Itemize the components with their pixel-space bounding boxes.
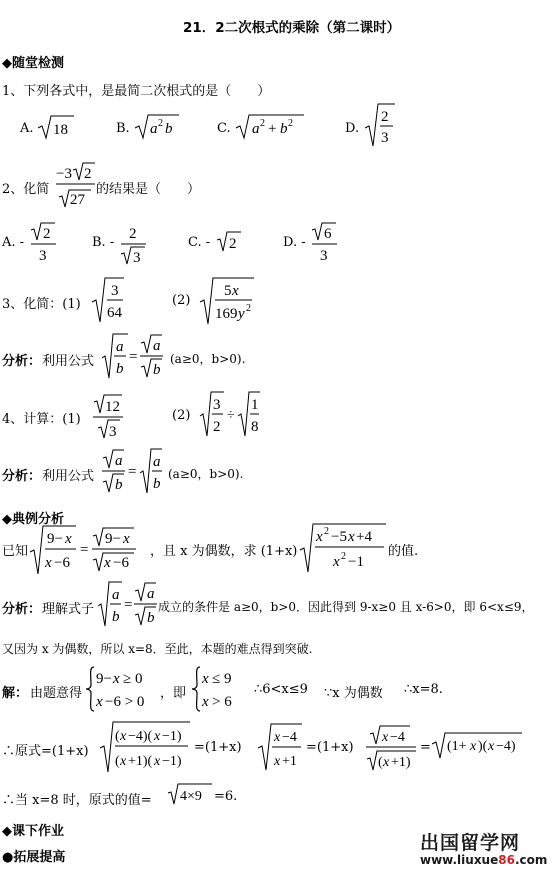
svg-text:b: b <box>116 361 124 377</box>
q4-part1-expr <box>92 392 124 442</box>
svg-text:÷: ÷ <box>227 408 235 423</box>
svg-text:a: a <box>153 338 161 354</box>
svg-text:3: 3 <box>133 250 141 266</box>
svg-text:x: x <box>488 739 495 754</box>
solution-result-3: ∴x=8. <box>404 682 443 697</box>
svg-text:b: b <box>153 476 161 492</box>
question-1-stem: 1、下列各式中，是最简二次根式的是（ ） <box>2 84 271 99</box>
svg-text:x: x <box>383 755 390 770</box>
svg-text:x: x <box>316 529 323 545</box>
svg-text:3: 3 <box>320 248 328 264</box>
q4-part2-expr <box>198 390 260 440</box>
example-analysis-label: 分析： <box>2 602 42 617</box>
svg-text:=: = <box>128 464 137 480</box>
solution-result-1: ∴6<x≤9 <box>254 682 308 697</box>
svg-text:+: + <box>268 121 277 137</box>
q1-option-c-label: C. <box>217 121 231 136</box>
analysis-1-text: 利用公式 <box>42 354 95 369</box>
section-heading-practice: ◆随堂检测 <box>2 56 64 71</box>
analysis-1-condition: (a≥0，b>0). <box>170 352 246 366</box>
section-heading-examples: ◆典例分析 <box>2 512 64 527</box>
solution-label: 解： <box>2 686 29 701</box>
orig-expr-4 <box>430 730 524 760</box>
svg-text:x: x <box>113 671 120 687</box>
orig-expr-1 <box>98 720 190 774</box>
svg-text:a: a <box>153 454 161 470</box>
svg-text:x: x <box>120 729 127 744</box>
example-analysis-formula <box>96 580 158 630</box>
q3-part2-expr <box>198 276 256 326</box>
svg-text:a: a <box>112 587 120 603</box>
question-4-part2-label: (2) <box>172 408 191 423</box>
example-suffix: 的值. <box>388 544 419 559</box>
svg-text:2: 2 <box>324 526 329 537</box>
q2-option-d-expr <box>311 220 339 266</box>
solution-result-2: ∵x 为偶数 <box>324 686 383 701</box>
svg-text:2: 2 <box>129 226 137 242</box>
svg-text:=: = <box>80 542 89 558</box>
q2-option-a-label: A. - <box>2 235 25 250</box>
svg-text:)(: )( <box>478 739 488 754</box>
svg-text:−3: −3 <box>56 166 72 182</box>
solution-prefix: 由题意得 <box>30 686 83 701</box>
svg-text:x: x <box>274 754 281 769</box>
svg-text:a: a <box>115 453 123 469</box>
q2-option-a-expr <box>30 220 58 266</box>
q2-option-d-label: D. - <box>283 235 306 250</box>
example-middle: ，且 x 为偶数，求 (1+x) <box>150 544 298 559</box>
svg-text:x: x <box>120 754 127 769</box>
section-heading-extension: ●拓展提高 <box>2 850 66 865</box>
svg-text:a: a <box>116 339 124 355</box>
svg-text:y: y <box>238 306 245 322</box>
svg-text:x: x <box>274 730 281 745</box>
question-2-stem-suffix: 的结果是（ ） <box>96 182 201 197</box>
svg-text:5: 5 <box>224 283 232 299</box>
analysis-2-label: 分析： <box>2 469 42 484</box>
svg-text:x: x <box>45 555 52 571</box>
watermark-url-suffix: .com <box>514 853 548 867</box>
svg-text:x: x <box>202 671 209 687</box>
svg-text:b: b <box>165 121 173 137</box>
example-prefix: 已知 <box>2 544 29 559</box>
final-text-1: ∴当 x=8 时，原式的值= <box>2 793 152 808</box>
svg-text:3: 3 <box>39 248 47 264</box>
svg-text:6: 6 <box>324 226 332 242</box>
svg-text:b: b <box>147 610 155 626</box>
watermark-url <box>420 853 547 867</box>
svg-text:9−: 9− <box>47 531 63 547</box>
svg-text:2: 2 <box>84 166 92 182</box>
svg-text:+1)(: +1)( <box>128 754 153 769</box>
watermark-logo-text: 出国留学网 <box>420 832 521 854</box>
svg-text:−5: −5 <box>331 529 347 545</box>
svg-text:3: 3 <box>381 130 389 146</box>
q2-option-b-expr <box>120 220 148 266</box>
svg-text:−6: −6 <box>54 555 70 571</box>
svg-text:x: x <box>202 694 209 710</box>
svg-text:(: ( <box>115 754 120 769</box>
svg-text:b: b <box>112 609 120 625</box>
svg-text:=: = <box>129 349 138 365</box>
final-expr <box>166 781 214 807</box>
svg-text:x: x <box>232 283 239 299</box>
svg-text:x: x <box>123 531 130 547</box>
watermark-url-prefix: www.liuxue <box>420 853 499 867</box>
svg-text:−6 > 0: −6 > 0 <box>105 694 145 710</box>
analysis-1-formula <box>100 332 166 382</box>
svg-text:=: = <box>124 597 133 613</box>
question-3-part2-label: (2) <box>172 293 191 308</box>
final-text-2: =6. <box>214 789 238 804</box>
orig-expr-2 <box>256 722 304 772</box>
svg-text:2: 2 <box>288 118 293 129</box>
svg-text:8: 8 <box>251 419 259 435</box>
svg-text:169: 169 <box>215 306 238 322</box>
svg-text:9−: 9− <box>96 671 112 687</box>
svg-text:+1): +1) <box>391 755 411 770</box>
svg-text:+4: +4 <box>356 529 372 545</box>
svg-text:27: 27 <box>70 192 85 208</box>
q2-main-fraction <box>55 160 95 210</box>
analysis-2-formula <box>100 446 162 496</box>
solution-mid: ，即 <box>160 686 187 701</box>
svg-text:x: x <box>104 555 111 571</box>
analysis-2-text: 利用公式 <box>42 469 95 484</box>
example-analysis-line1-suffix: 成立的条件是 a≥0，b>0．因此得到 9-x≥0 且 x-6>0，即 6<x≤9， <box>158 600 534 614</box>
svg-text:+1: +1 <box>282 754 297 769</box>
svg-text:9−: 9− <box>105 531 121 547</box>
svg-text:2: 2 <box>246 303 251 314</box>
svg-text:2: 2 <box>229 236 237 252</box>
svg-text:2: 2 <box>43 226 51 242</box>
orig-eq-1: =(1+x) <box>194 740 242 755</box>
analysis-2-condition: (a≥0，b>0). <box>168 467 244 481</box>
svg-text:2: 2 <box>213 419 221 435</box>
section-heading-homework: ◆课下作业 <box>2 824 64 839</box>
orig-expr-3 <box>364 722 418 774</box>
svg-text:(: ( <box>115 729 120 744</box>
svg-text:−4: −4 <box>282 730 297 745</box>
svg-text:4×9: 4×9 <box>180 789 202 804</box>
orig-eq-2: =(1+x) <box>306 740 354 755</box>
q1-option-a-expr <box>36 112 76 142</box>
solution-system-2 <box>192 665 236 713</box>
svg-text:≤ 9: ≤ 9 <box>212 671 232 687</box>
svg-text:x: x <box>65 531 72 547</box>
svg-text:−4)(: −4)( <box>128 729 153 744</box>
q1-option-b-label: B. <box>116 121 130 136</box>
svg-text:64: 64 <box>107 305 122 321</box>
svg-text:x: x <box>470 739 477 754</box>
q3-part1-expr <box>90 276 124 324</box>
svg-text:2: 2 <box>381 109 389 125</box>
svg-text:3: 3 <box>109 424 117 440</box>
svg-text:2: 2 <box>260 118 265 129</box>
orig-prefix: ∴原式=(1+x) <box>2 744 89 759</box>
analysis-1-label: 分析： <box>2 354 42 369</box>
svg-text:x: x <box>382 730 389 745</box>
solution-system-1 <box>86 665 158 713</box>
q1-option-d-label: D. <box>345 121 360 136</box>
question-3-stem: 3、化简：(1) <box>2 297 81 312</box>
q1-option-d-expr <box>363 102 397 148</box>
svg-text:1: 1 <box>251 397 259 413</box>
example-analysis-line1-prefix: 理解式子 <box>42 602 95 617</box>
q2-option-c-expr <box>216 228 242 256</box>
svg-text:a: a <box>150 121 158 137</box>
svg-text:2: 2 <box>341 551 346 562</box>
q1-option-c-expr <box>234 110 306 140</box>
svg-text:−6: −6 <box>113 555 129 571</box>
svg-text:> 6: > 6 <box>212 694 232 710</box>
example-given-equation <box>28 524 148 576</box>
svg-text:b: b <box>115 477 123 493</box>
svg-text:−4): −4) <box>496 739 516 754</box>
orig-eq-3: = <box>420 740 431 755</box>
question-2-stem-prefix: 2、化简 <box>2 182 50 197</box>
example-target-expr <box>298 522 388 574</box>
question-4-stem: 4、计算：(1) <box>2 412 81 427</box>
q1-option-a-label: A. <box>20 121 34 136</box>
svg-text:−1: −1 <box>348 554 364 570</box>
example-analysis-line2: 又因为 x 为偶数，所以 x=8．至此，本题的难点得到突破. <box>2 642 313 656</box>
svg-text:3: 3 <box>111 283 119 299</box>
svg-text:3: 3 <box>213 397 221 413</box>
svg-text:(1+: (1+ <box>447 739 467 754</box>
svg-text:(: ( <box>378 755 383 770</box>
q1-option-b-expr <box>133 110 181 140</box>
svg-text:b: b <box>153 362 161 378</box>
svg-text:a: a <box>147 586 155 602</box>
svg-text:x: x <box>333 554 340 570</box>
q2-option-b-label: B. - <box>92 235 115 250</box>
svg-text:−4: −4 <box>390 730 405 745</box>
q2-option-c-label: C. - <box>188 235 211 250</box>
svg-text:−1): −1) <box>162 729 182 744</box>
svg-text:x: x <box>154 754 161 769</box>
svg-text:x: x <box>348 529 355 545</box>
svg-text:12: 12 <box>105 399 120 415</box>
svg-text:≥ 0: ≥ 0 <box>123 671 143 687</box>
svg-text:a: a <box>252 121 260 137</box>
watermark-url-number: 86 <box>498 853 515 867</box>
svg-text:2: 2 <box>158 118 163 129</box>
svg-text:−1): −1) <box>162 754 182 769</box>
page-title: 21．2二次根式的乘除（第二课时） <box>183 20 401 36</box>
svg-text:18: 18 <box>53 122 68 138</box>
svg-text:x: x <box>96 694 103 710</box>
svg-text:b: b <box>280 121 288 137</box>
svg-text:x: x <box>154 729 161 744</box>
